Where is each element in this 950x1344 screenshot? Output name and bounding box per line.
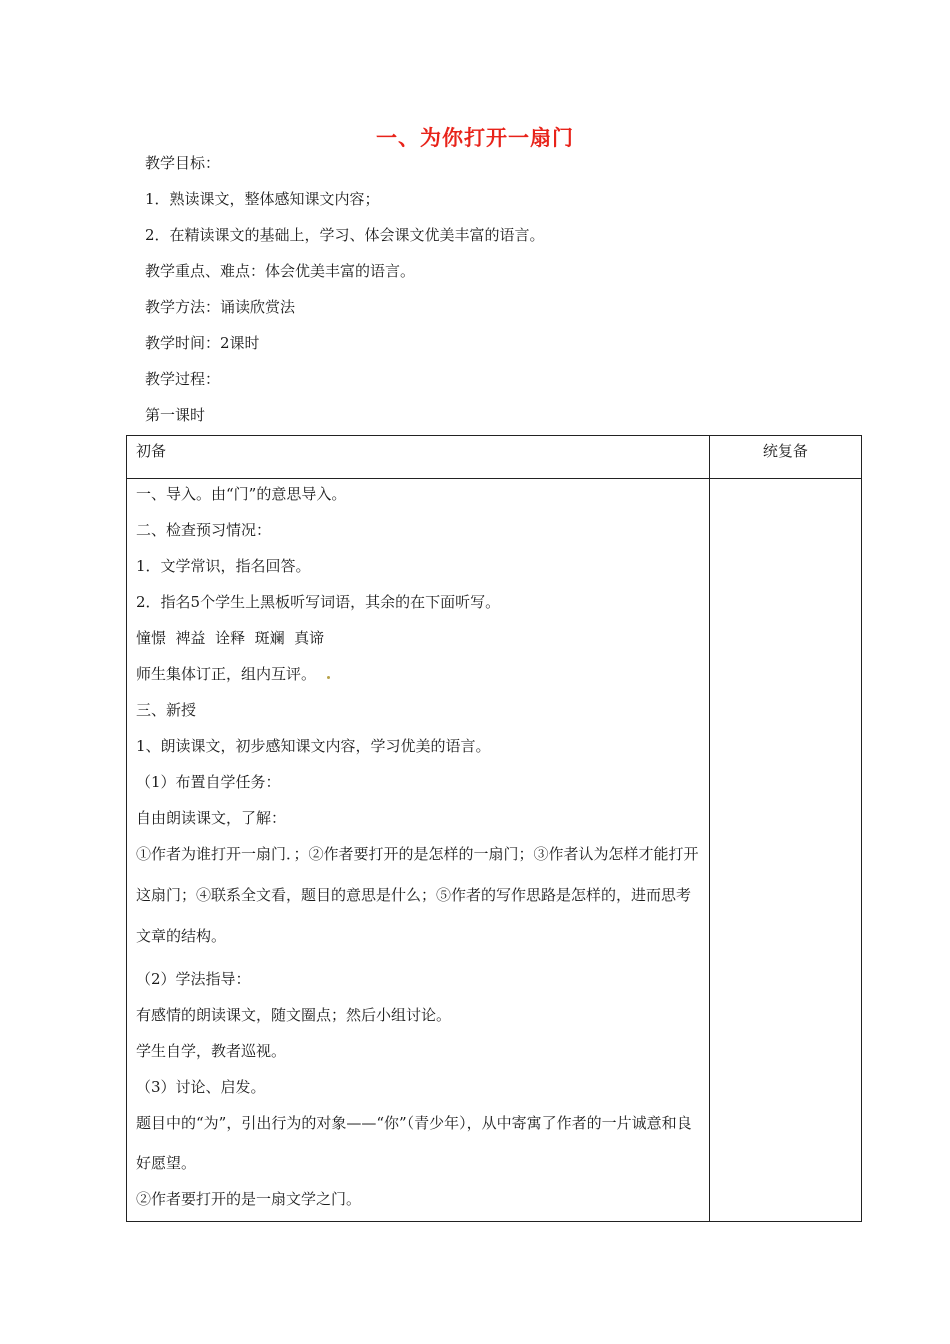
content-paragraph-questions: ①作者为谁打开一扇门．；②作者要打开的是怎样的一扇门；③作者认为怎样才能打开这扇门；④联系全文看，题目的意思是什么；⑤作者的写作思路是怎样的，进而思考文章的结构。 <box>136 845 699 945</box>
table-header-row <box>127 436 862 479</box>
content-line: 2．指名5个学生上黑板听写词语，其余的在下面听写。 <box>136 593 501 611</box>
content-line: 1、朗读课文，初步感知课文内容，学习优美的语言。 <box>136 737 491 755</box>
teaching-process-heading: 教学过程： <box>145 370 221 388</box>
content-line: （3）讨论、启发。 <box>136 1078 266 1096</box>
key-points: 教学重点、难点：体会优美丰富的语言。 <box>145 262 416 280</box>
stray-dot-mark <box>327 676 330 679</box>
content-text: 师生集体订正，组内互评。 <box>136 665 317 683</box>
content-line: 二、检查预习情况： <box>136 521 272 539</box>
content-line: 一、导入。由“门”的意思导入。 <box>136 485 347 503</box>
vocabulary-line: 憧憬 裨益 诠释 斑斓 真谛 <box>136 629 325 647</box>
lesson-plan-table <box>126 435 862 1222</box>
content-line: （1）布置自学任务： <box>136 773 281 791</box>
goal-item-1: 1．熟读课文，整体感知课文内容； <box>145 190 380 208</box>
content-paragraph-title-meaning: 题目中的“为”，引出行为的对象——“你”（青少年），从中寄寓了作者的一片诚意和良好愿望。 <box>136 1114 692 1172</box>
content-line: 自由朗读课文，了解： <box>136 809 287 827</box>
teaching-method: 教学方法：诵读欣赏法 <box>145 298 296 316</box>
lesson-content-cell <box>127 479 710 1222</box>
content-line: 三、新授 <box>136 701 197 719</box>
review-prep-cell <box>709 479 861 1222</box>
content-line: 有感情的朗读课文，随文圈点；然后小组讨论。 <box>136 1006 452 1024</box>
content-line: （2）学法指导： <box>136 970 251 988</box>
first-lesson-heading: 第一课时 <box>145 406 206 424</box>
content-line: 学生自学，教者巡视。 <box>136 1042 287 1060</box>
content-line-with-dot <box>136 662 703 698</box>
header-initial-prep: 初备 <box>127 436 710 479</box>
goal-item-2: 2．在精读课文的基础上，学习、体会课文优美丰富的语言。 <box>145 226 545 244</box>
content-line: 1．文学常识，指名回答。 <box>136 557 311 575</box>
table-body-row <box>127 479 862 1222</box>
header-review-prep: 统复备 <box>709 436 861 479</box>
content-line: ②作者要打开的是一扇文学之门。 <box>136 1190 362 1208</box>
lesson-intro <box>145 151 745 439</box>
teaching-goals-heading: 教学目标： <box>145 154 221 172</box>
teaching-time: 教学时间：2课时 <box>145 334 260 352</box>
page-title: 一、为你打开一扇门 <box>376 126 574 150</box>
